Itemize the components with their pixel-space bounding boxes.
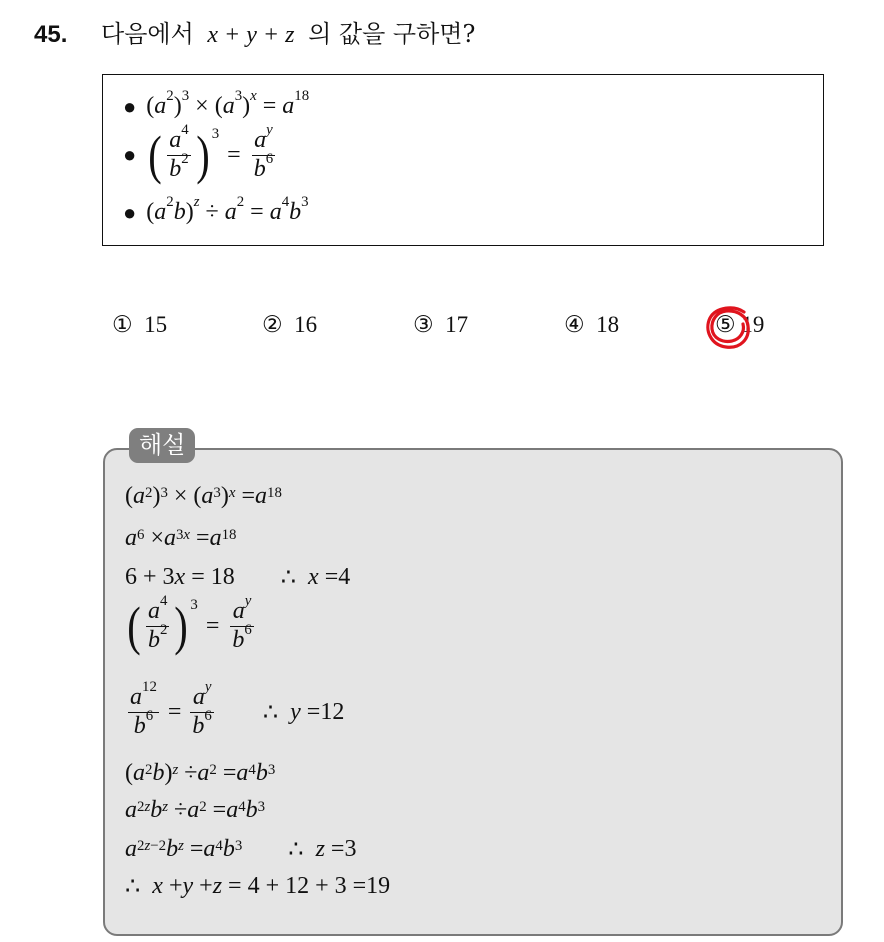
question-text-before: 다음에서 <box>101 20 194 48</box>
choice-4[interactable]: ④ 18 <box>564 312 620 337</box>
choice-5[interactable]: ⑤ 19 <box>715 312 765 337</box>
answer-circle-icon <box>704 304 754 352</box>
question-expression: x + y + z <box>207 22 295 48</box>
condition-1 <box>123 88 310 120</box>
solution-line-6: ( a $^2$ b ) $^z$ ÷ a $^2$ = a $^4$ b $^3$ <box>125 760 276 786</box>
bullet-icon: ● <box>123 142 137 168</box>
condition-2-formula: ( $\frac{a^4}{b^2}$ ) $^3$ = $\frac{a^y}{b^6}$ <box>148 122 274 186</box>
condition-3 <box>123 194 309 226</box>
condition-1-formula: $(a^2)^3 \times (a^3)^x = a^{18}$ <box>146 88 310 119</box>
solution-line-2: a $^6$ × a $^{3x}$ = a $^{18}$ <box>125 525 237 551</box>
solution-tag: 해설 <box>129 428 195 463</box>
bullet-icon: ● <box>123 93 137 119</box>
solution-line-3: 6 + 3 x = 18 ∴ x = 4 <box>125 564 351 591</box>
choice-1[interactable]: ① 15 <box>112 312 168 337</box>
solution-line-8: a $^{2z -2}$ b $^z$ = a $^4$ b $^3$ ∴ z = 3 <box>125 836 357 863</box>
question-number: 45. <box>34 21 68 48</box>
condition-2 <box>123 122 278 186</box>
bullet-icon: ● <box>123 199 137 225</box>
solution-line-4: ( $\frac{a^4}{b^2}$ ) $^3$ = $\frac{a^y}{b^6}$ <box>127 593 252 657</box>
solution-line-7: a $^{2z}$ b $^z$ ÷ a $^2$ = a $^4$ b $^3$ <box>125 797 266 823</box>
solution-line-9: ∴ x + y + z = 4 + 12 + 3 = 19 <box>125 873 391 900</box>
conditions-box <box>102 74 824 246</box>
choice-3[interactable]: ③ 17 <box>413 312 469 337</box>
solution-line-5: $\frac{a^{12}}{b^6}$ = $\frac{a^y}{b^6}$ ∴ y = 12 <box>130 679 345 739</box>
question-header <box>34 14 475 49</box>
solution-line-1: ( a $^2$ ) $^3$ × ( a $^3$ ) $^x$ = a $^{18}$ <box>125 483 282 509</box>
condition-3-formula: $(a^2b)^z \div a^2 = a^4b^3$ <box>146 194 309 225</box>
choice-2[interactable]: ② 16 <box>262 312 318 337</box>
question-text-after: 의 값을 구하면? <box>308 20 476 48</box>
